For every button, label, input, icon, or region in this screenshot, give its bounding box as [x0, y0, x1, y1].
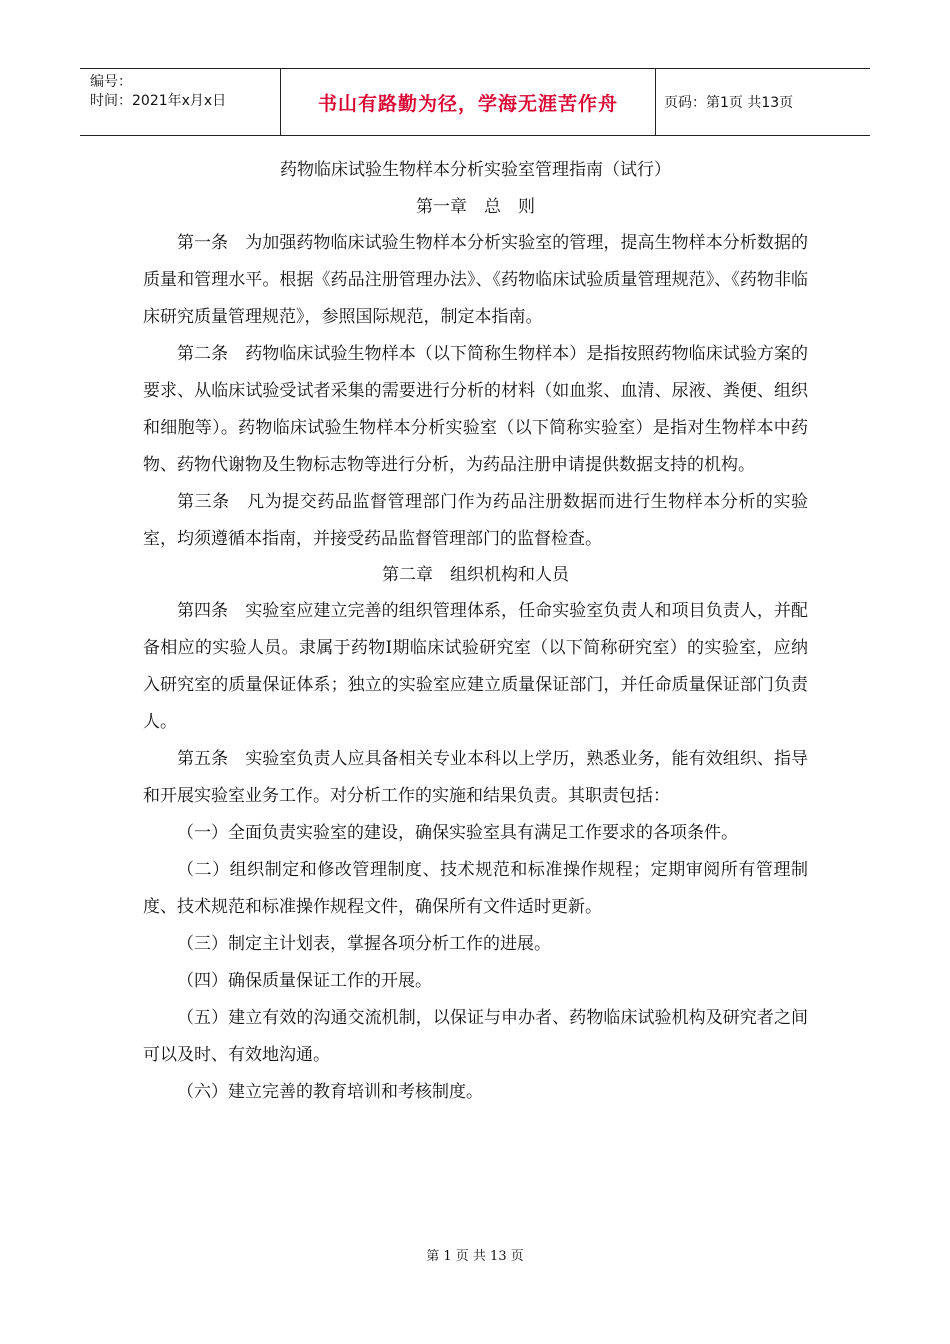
page-info: 页码：第1页 共13页: [664, 95, 794, 111]
time-label: 时间：2021年x月x日: [90, 93, 227, 109]
duty-item: （三）制定主计划表，掌握各项分析工作的进展。: [177, 934, 551, 954]
chapter-heading-2: 第二章 组织机构和人员: [382, 565, 569, 585]
document-body: [143, 150, 808, 1111]
duty-item: （五）建立有效的沟通交流机制，以保证与申办者、药物临床试验机构及研究者之间可以及时、有效地沟通。: [143, 1008, 808, 1065]
duty-item: （六）建立完善的教育培训和考核制度。: [177, 1082, 483, 1102]
document-title: 药物临床试验生物样本分析实验室管理指南（试行）: [280, 160, 671, 180]
article-5: 第五条 实验室负责人应具备相关专业本科以上学历，熟悉业务，能有效组织、指导和开展实验室业务工作。对分析工作的实施和结果负责。其职责包括：: [143, 749, 808, 806]
footer-page-number: 第 1 页 共 13 页: [426, 1249, 524, 1264]
article-2: 第二条 药物临床试验生物样本（以下简称生物样本）是指按照药物临床试验方案的要求、从临床试验受试者采集的需要进行分析的材料（如血浆、血清、尿液、粪便、组织和细胞等）。药物临床试验生物样本分析实验室（以下简称实验室）是指对生物样本中药物、药物代谢物及生物标志物等进行分析，为药品注册申请提供数据支持的机构。: [143, 344, 808, 475]
page-footer: [0, 1245, 950, 1264]
motto-text: 书山有路勤为径，学海无涯苦作舟: [317, 92, 618, 115]
document-header: [80, 68, 870, 136]
article-3: 第三条 凡为提交药品监督管理部门作为药品注册数据而进行生物样本分析的实验室，均须遵循本指南，并接受药品监督管理部门的监督检查。: [143, 492, 808, 549]
chapter-heading-1: 第一章 总 则: [416, 197, 535, 217]
header-page-cell: [656, 69, 870, 135]
duty-item: （二）组织制定和修改管理制度、技术规范和标准操作规程；定期审阅所有管理制度、技术规范和标准操作规程文件，确保所有文件适时更新。: [143, 860, 808, 917]
article-1: 第一条 为加强药物临床试验生物样本分析实验室的管理，提高生物样本分析数据的质量和管理水平。根据《药品注册管理办法》、《药物临床试验质量管理规范》、《药物非临床研究质量管理规范》，参照国际规范，制定本指南。: [143, 233, 808, 327]
article-4: 第四条 实验室应建立完善的组织管理体系，任命实验室负责人和项目负责人，并配备相应的实验人员。隶属于药物Ⅰ期临床试验研究室（以下简称研究室）的实验室，应纳入研究室的质量保证体系；独立的实验室应建立质量保证部门，并任命质量保证部门负责人。: [143, 601, 808, 732]
duty-item: （四）确保质量保证工作的开展。: [177, 971, 432, 991]
number-label: 编号：: [90, 74, 132, 90]
duty-item: （一）全面负责实验室的建设，确保实验室具有满足工作要求的各项条件。: [177, 823, 738, 843]
header-meta-cell: [80, 69, 281, 135]
header-motto-cell: [281, 69, 656, 135]
